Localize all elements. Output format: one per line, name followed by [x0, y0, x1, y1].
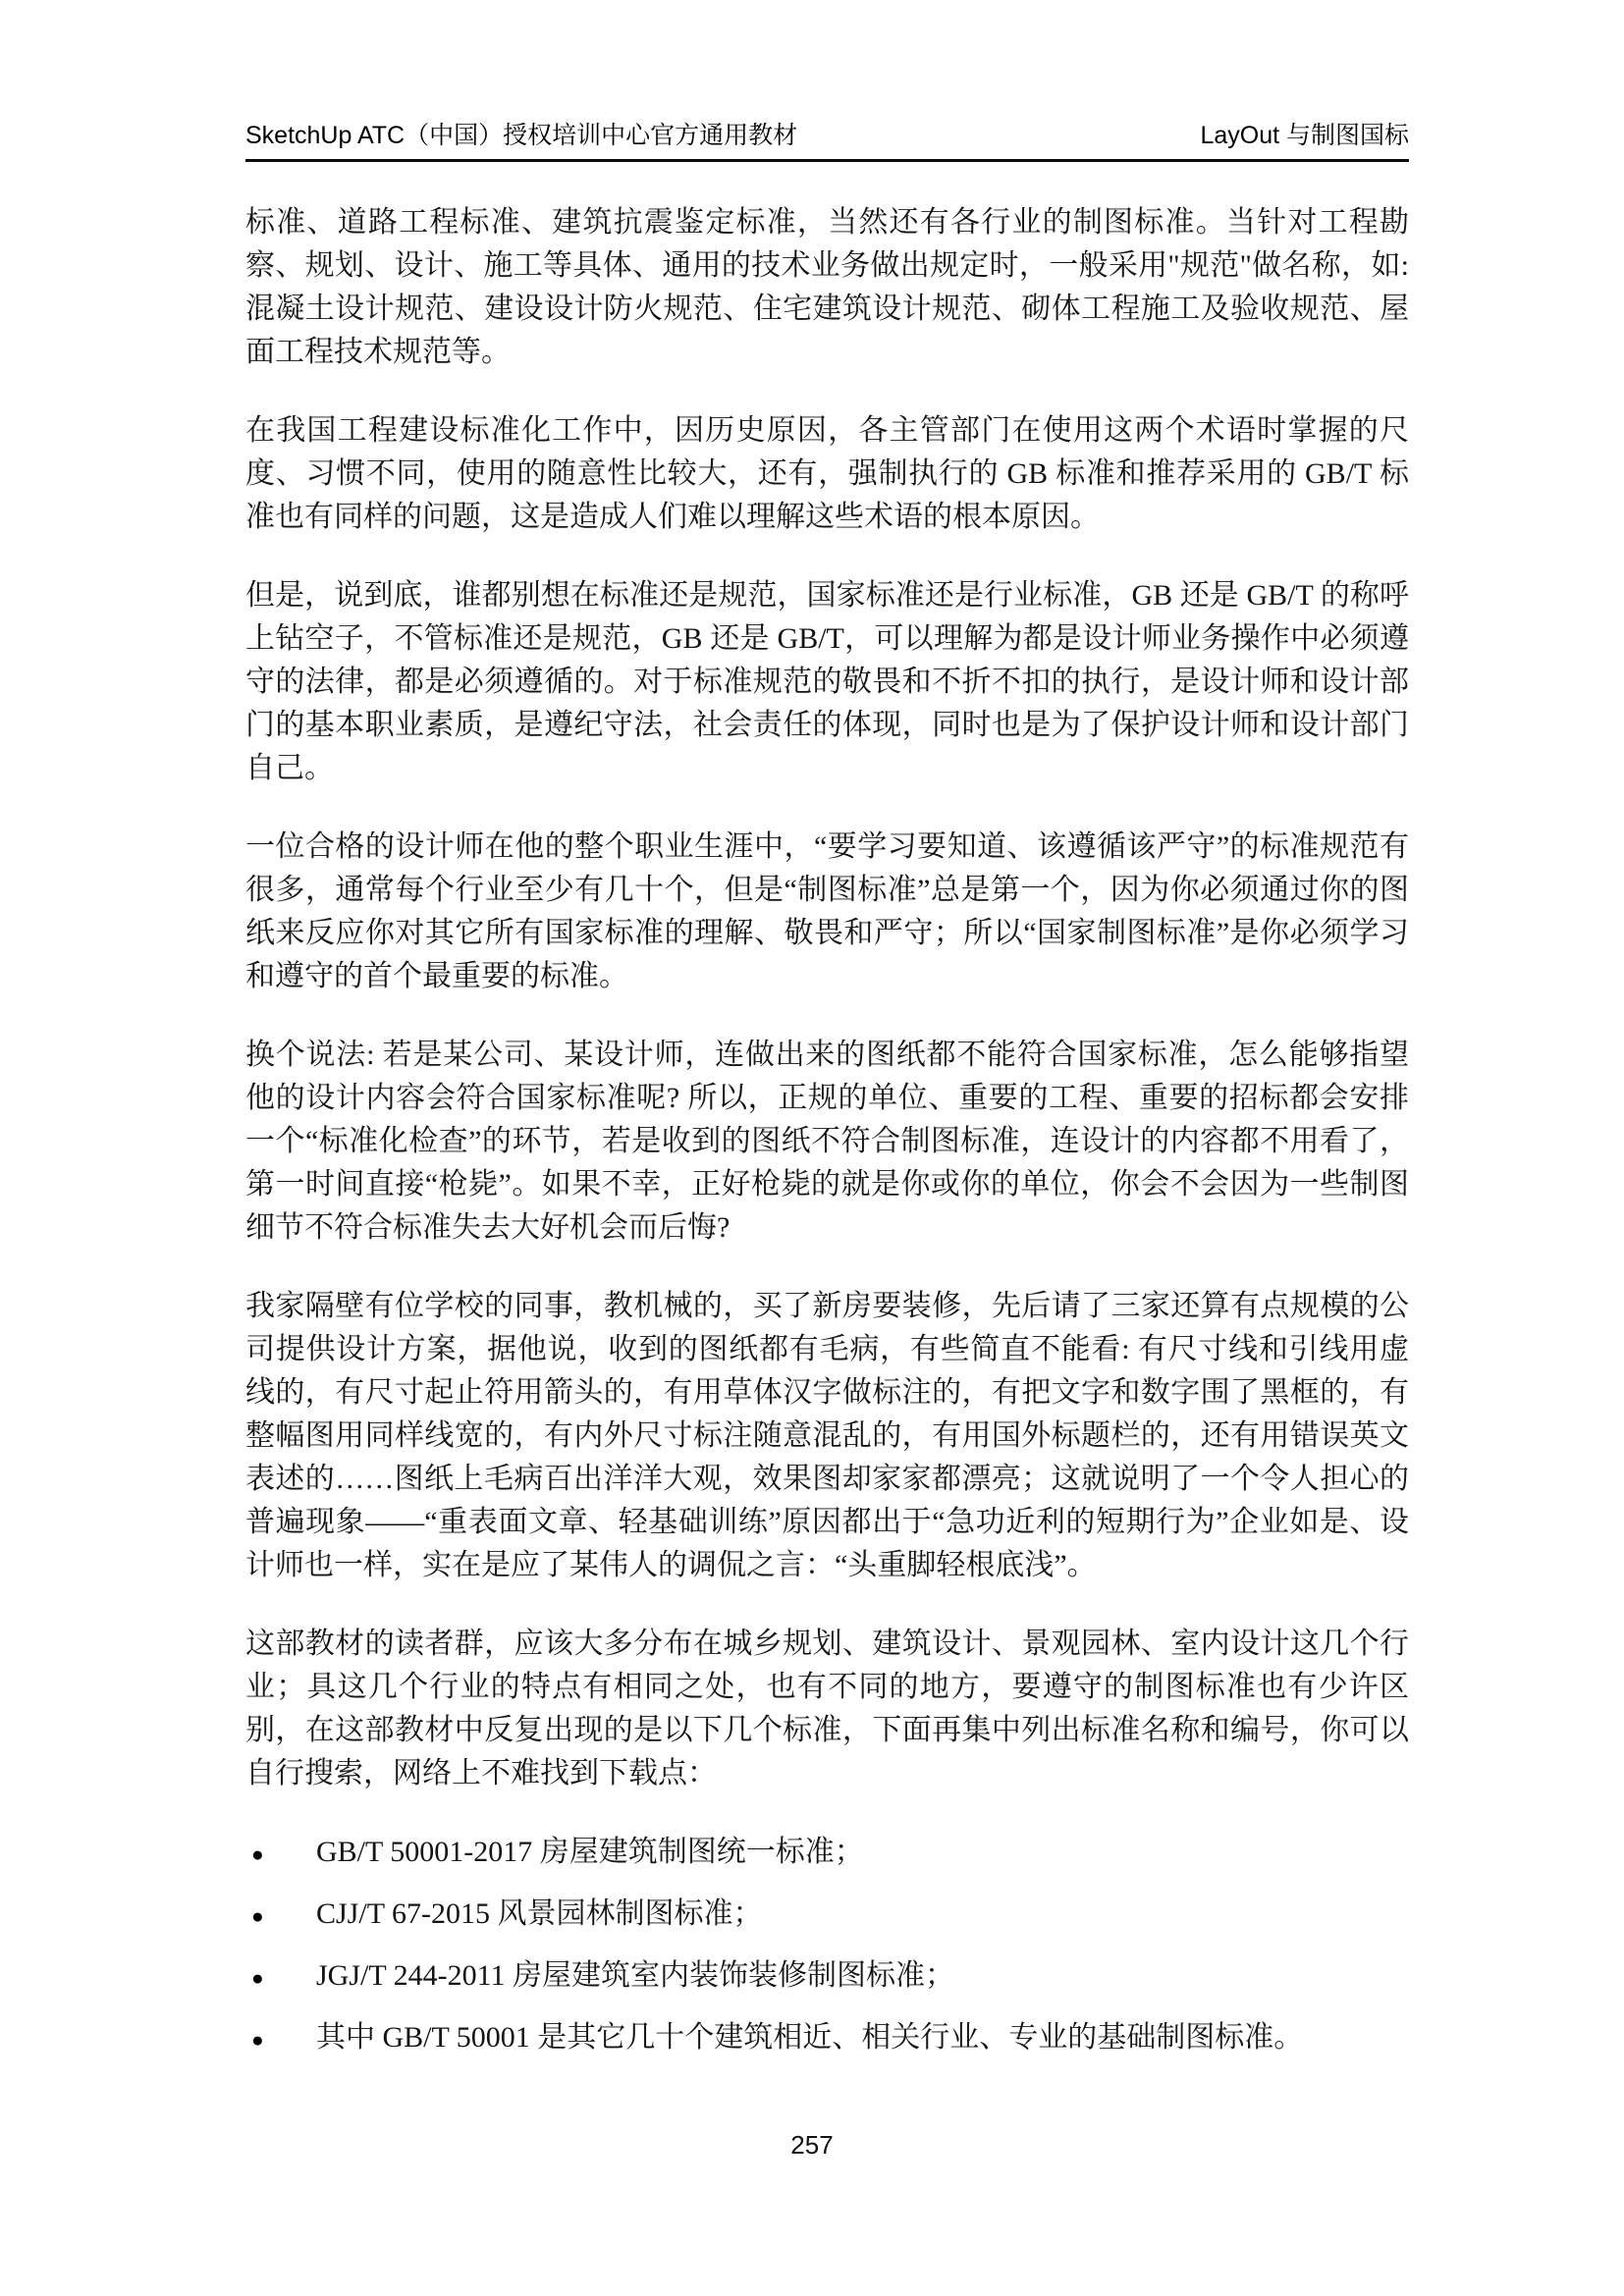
list-item-text: 其中 GB/T 50001 是其它几十个建筑相近、相关行业、专业的基础制图标准。	[316, 2021, 1304, 2054]
page-footer	[0, 2130, 1624, 2161]
bullet-icon: ●	[251, 1842, 264, 1866]
body-paragraph: 但是，说到底，谁都别想在标准还是规范，国家标准还是行业标准，GB 还是 GB/T 的称呼上钻空子，不管标准还是规范，GB 还是 GB/T，可以理解为都是设计师业务操作中必须遵守的法律，都是必须遵循的。对于标准规范的敬畏和不折不扣的执行，是设计师和设计部门的基本职业素质，是遵纪守法，社会责任的体现，同时也是为了保护设计师和设计部门自己。	[245, 579, 1409, 784]
bullet-icon: ●	[251, 1966, 264, 1990]
body-paragraph: 我家隔壁有位学校的同事，教机械的，买了新房要装修，先后请了三家还算有点规模的公司提供设计方案，据他说，收到的图纸都有毛病，有些简直不能看: 有尺寸线和引线用虚线的，有尺寸起止符用箭头的，有用草体汉字做标注的，有把文字和数字围了黑框的，有整幅图用同样线宽的，有内外尺寸标注随意混乱的，有用国外标题栏的，还有用错误英文表述的……图纸上毛病百出洋洋大观，效果图却家家都漂亮；这就说明了一个令人担心的普遍现象——“重表面文章、轻基础训练”原因都出于“急功近利的短期行为”企业如是、设计师也一样，实在是应了某伟人的调侃之言：“头重脚轻根底浅”。	[245, 1290, 1409, 1581]
page-body	[245, 201, 1409, 2061]
body-paragraph: 换个说法: 若是某公司、某设计师，连做出来的图纸都不能符合国家标准，怎么能够指望他的设计内容会符合国家标准呢? 所以，正规的单位、重要的工程、重要的招标都会安排一个“标准化检查”的环节，若是收到的图纸不符合制图标准，连设计的内容都不用看了，第一时间直接“枪毙”。如果不幸，正好枪毙的就是你或你的单位，你会不会因为一些制图细节不符合标准失去大好机会而后悔?	[245, 1039, 1409, 1244]
header-left-title: SketchUp ATC（中国）授权培训中心官方通用教材	[245, 122, 798, 149]
body-paragraph: 标准、道路工程标准、建筑抗震鉴定标准，当然还有各行业的制图标准。当针对工程勘察、规划、设计、施工等具体、通用的技术业务做出规定时，一般采用"规范"做名称，如: 混凝土设计规范、建设设计防火规范、住宅建筑设计规范、砌体工程施工及验收规范、屋面工程技术规范等。	[245, 206, 1409, 368]
list-item-text: CJJ/T 67-2015 风景园林制图标准；	[316, 1897, 763, 1930]
list-item-text: JGJ/T 244-2011 房屋建筑室内装饰装修制图标准；	[316, 1959, 955, 1992]
list-item	[245, 1954, 1409, 2000]
page-header	[245, 0, 1409, 162]
body-paragraph: 一位合格的设计师在他的整个职业生涯中，“要学习要知道、该遵循该严守”的标准规范有很多，通常每个行业至少有几十个，但是“制图标准”总是第一个，因为你必须通过你的图纸来反应你对其它所有国家标准的理解、敬畏和严守；所以“国家制图标准”是你必须学习和遵守的首个最重要的标准。	[245, 830, 1409, 992]
page-number: 257	[790, 2130, 834, 2160]
standards-list	[245, 1831, 1409, 2061]
header-right-title: LayOut 与制图国标	[1200, 122, 1409, 149]
bullet-icon: ●	[251, 1904, 264, 1928]
list-item	[245, 1893, 1409, 1938]
body-paragraph: 这部教材的读者群，应该大多分布在城乡规划、建筑设计、景观园林、室内设计这几个行业；具这几个行业的特点有相同之处，也有不同的地方，要遵守的制图标准也有少许区别，在这部教材中反复出现的是以下几个标准，下面再集中列出标准名称和编号，你可以自行搜索，网络上不难找到下载点：	[245, 1628, 1409, 1789]
list-item	[245, 2016, 1409, 2061]
bullet-icon: ●	[251, 2028, 264, 2052]
list-item-text: GB/T 50001-2017 房屋建筑制图统一标准；	[316, 1836, 864, 1868]
body-paragraph: 在我国工程建设标准化工作中，因历史原因，各主管部门在使用这两个术语时掌握的尺度、习惯不同，使用的随意性比较大，还有，强制执行的 GB 标准和推荐采用的 GB/T 标准也有同样的问题，这是造成人们难以理解这些术语的根本原因。	[245, 414, 1409, 533]
list-item	[245, 1831, 1409, 1876]
